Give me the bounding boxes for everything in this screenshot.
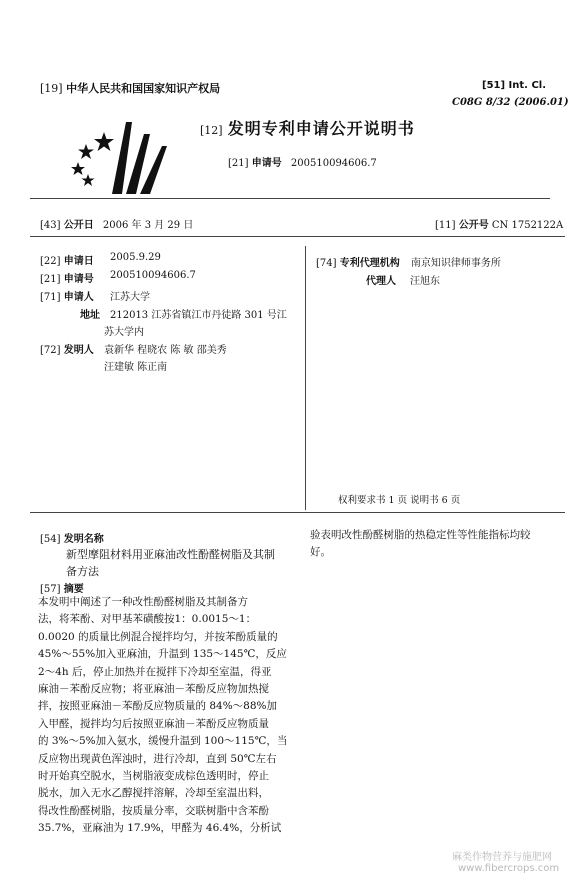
address-line2: 苏大学内 [104,327,144,338]
biblio-label: 申请人 [63,292,94,303]
abstract-line: 得改性酚醛树脂，按质量分率，交联树脂中含苯酚 [38,804,269,817]
pub-no-code: [11] [435,220,456,231]
abstract-line: 入甲醛，搅拌均匀后按照亚麻油－苯酚反应物质量 [38,717,269,730]
pub-no-label: 公开号 [458,220,489,231]
header-application-number [228,154,377,169]
inventors-code: [72] [40,345,61,356]
abstract-line: 好。 [310,546,331,559]
pub-no-value: CN 1752122A [491,220,564,231]
address-line1: 212013 江苏省镇江市丹徒路 301 号江 [110,310,287,321]
abstract-line: 45%～55%加入亚麻油，升温到 135～145℃，反应 [38,648,287,661]
biblio-code: [21] [40,274,61,285]
abstract-line: 35.7%，亚麻油为 17.9%，甲醛为 46.4%，分析试 [38,822,282,835]
abstract-line: 本发明中阐述了一种改性酚醛树脂及其制备方 [38,596,248,608]
biblio-value: 江苏大学 [110,292,150,303]
int-class-value: C08G 8/32 (2006.01) [452,97,569,108]
doc-type-code: [12] [200,124,223,137]
publication-date [40,216,193,231]
abstract-body [38,594,287,837]
abstract-label: 摘要 [63,584,84,595]
agent-label: 代理人 [366,276,396,287]
abstract-heading [40,580,84,595]
page-count-info: 权利要求书 1 页 说明书 6 页 [338,495,461,506]
abstract-line: 的 3%～5%加入氨水，缓慢升温到 100～115℃，当 [38,735,288,748]
office-code: [19] [40,82,63,95]
office-line [40,80,220,96]
pub-date-code: [43] [40,220,61,231]
watermark-url: www.fibercrops.com [458,863,560,874]
abstract-code: [57] [40,584,61,595]
biblio-value: 200510094606.7 [110,270,196,281]
agency-code: [74] [316,258,337,269]
agent-name: 汪旭东 [410,276,440,287]
abstract-line: 拌，按照亚麻油－苯酚反应物质量的 84%～88%加 [38,700,278,713]
column-divider [305,246,306,510]
int-class-label: [51] Int. Cl. [482,80,547,91]
abstract-line: 脱水，加入无水乙醇搅拌溶解，冷却至室温出料， [38,787,269,800]
abstract-line: 0.0020 的质量比例混合搅拌均匀，并按苯酚质量的 [38,630,278,643]
header-rule [30,198,550,199]
abstract-line: 法，将苯酚、对甲基苯磺酸按1：0.0015～1： [38,613,257,626]
pub-date-value: 2006 年 3 月 29 日 [102,220,194,231]
title-label: 发明名称 [63,534,104,545]
title-code: [54] [40,534,61,545]
abstract-line: 反应物出现黄色浑浊时，进行冷却，直到 50℃左右 [38,752,277,765]
biblio-application-number [40,270,196,285]
publication-rule [30,236,565,237]
biblio-code: [71] [40,292,61,303]
inventors-names-1: 袁新华 程晓农 陈 敏 邵美秀 [104,345,227,356]
invention-title-2: 备方法 [66,565,99,578]
watermark-site-name: 麻类作物营养与施肥网 [452,852,552,863]
abstract-line: 验表明改性酚醛树脂的热稳定性等性能指标均较 [310,529,531,541]
abstract-line: 时开始真空脱水，当树脂液变成棕色透明时，停止 [38,769,269,782]
biblio-filing-date [40,252,161,267]
title-heading [40,530,104,545]
agency-line [316,254,501,269]
abstract-rule [30,512,565,513]
abstract-line: 麻油－苯酚反应物；将亚麻油－苯酚反应物加热搅 [38,682,269,695]
biblio-applicant [40,288,150,303]
biblio-code: [22] [40,256,61,267]
publication-number [435,216,563,231]
inventors-names-2: 汪建敏 陈正南 [104,362,168,373]
agency-name: 南京知识律师事务所 [410,258,501,269]
invention-title-1: 新型摩阻材料用亚麻油改性酚醛树脂及其制 [66,548,275,561]
biblio-label: 申请日 [63,256,94,267]
app-no-value: 200510094606.7 [290,158,377,169]
biblio-label: 申请号 [63,274,94,285]
inventors-label: 发明人 [63,345,94,356]
state-emblem-icon [68,112,168,202]
office-name: 中华人民共和国国家知识产权局 [66,82,221,95]
doc-type-title: 发明专利申请公开说明书 [227,119,415,138]
biblio-value: 2005.9.29 [110,252,161,263]
pub-date-label: 公开日 [63,220,94,231]
agency-label: 专利代理机构 [339,258,400,269]
abstract-continuation [310,527,531,562]
document-type-line [200,116,415,139]
app-no-label: 申请号 [251,158,282,169]
abstract-line: 2～4h 后，停止加热并在搅拌下冷却至室温，得亚 [38,665,272,678]
inventors-line [40,341,94,356]
address-label: 地址 [80,310,100,321]
app-no-code: [21] [228,158,249,169]
